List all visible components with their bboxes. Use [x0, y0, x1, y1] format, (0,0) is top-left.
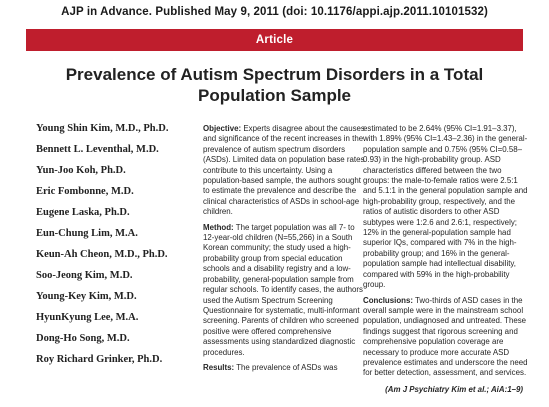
citation: (Am J Psychiatry Kim et al.; AiA:1–9): [385, 385, 523, 394]
author-name: Soo-Jeong Kim, M.D.: [36, 270, 133, 281]
title-line-2: Population Sample: [197, 86, 352, 105]
author-name: Dong-Ho Song, M.D.: [36, 333, 130, 344]
results-label: Results:: [203, 362, 235, 372]
author-list: [36, 123, 206, 375]
author-name: Eugene Laska, Ph.D.: [36, 207, 130, 218]
abstract-column-right: [363, 124, 528, 379]
article-section-banner: [26, 29, 523, 51]
section-label: Article: [255, 34, 294, 46]
results-text: The prevalence of ASDs was: [236, 362, 338, 372]
results-text-continued: estimated to be 2.64% (95% CI=1.91–3.37), with 1.89% (95% CI=1.43–2.36) in the general-population sample and 0.75% (95% CI=0.58–0.93) in the high-probability group. ASD characteristics differed between the two groups: the male-to-female ratios were 2.5:1 and 5.1:1 in the general population sample and high-probability group, respectively, and the ratios of autistic disorders to other ASD subtypes were 1:2.6 and 2.6:1, respectively; 12% in the general-population sample had superior IQs, compared with 7% in the high-probability group; and 16% in the general-population sample had intellectual disability, compared with 59% in the high-probability group.: [363, 124, 528, 290]
abstract-objective: [203, 124, 368, 218]
conclusions-text: Two-thirds of ASD cases in the overall sample were in the mainstream school population, undiagnosed and untreated. These findings suggest that rigorous screening and comprehensive population coverage are necessary to produce more accurate ASD prevalence estimates and underscore the need for better detection, assessment, and services.: [363, 295, 528, 378]
author-name: Young-Key Kim, M.D.: [36, 291, 137, 302]
title-line-1: Prevalence of Autism Spectrum Disorders in a Total: [65, 65, 484, 84]
method-text: The target population was all 7- to 12-year-old children (N=55,266) in a South Korean community; the study used a high-probability group from special education schools and a disability registry and a low-probability, general-population sample from regular schools. To identify cases, the authors used the Autism Spectrum Screening Questionnaire for systematic, multi-informant screening. Parents of children who screened positive were offered comprehensive assessments using standardized diagnostic procedures.: [203, 222, 363, 357]
abstract-results: [203, 363, 368, 373]
author-name: Eun-Chung Lim, M.A.: [36, 228, 138, 239]
author-name: Bennett L. Leventhal, M.D.: [36, 144, 159, 155]
objective-label: Objective:: [203, 124, 242, 133]
author-name: Yun-Joo Koh, Ph.D.: [36, 165, 126, 176]
conclusions-label: Conclusions:: [363, 295, 413, 305]
author-name: Roy Richard Grinker, Ph.D.: [36, 354, 163, 365]
journal-header: AJP in Advance. Published May 9, 2011 (doi: 10.1176/appi.ajp.2011.10101532): [61, 6, 488, 18]
author-name: HyunKyung Lee, M.A.: [36, 312, 139, 323]
abstract-method: [203, 223, 368, 358]
abstract-conclusions: [363, 296, 528, 379]
article-title: [20, 64, 529, 106]
method-label: Method:: [203, 222, 234, 232]
author-name: Eric Fombonne, M.D.: [36, 186, 134, 197]
abstract-column-left: [203, 124, 368, 373]
author-name: Young Shin Kim, M.D., Ph.D.: [36, 123, 169, 134]
author-name: Keun-Ah Cheon, M.D., Ph.D.: [36, 249, 168, 260]
objective-text: Experts disagree about the causes and significance of the recent increases in the prevalence of autism spectrum disorders (ASDs). Limited data on population base rates contribute to this uncertainty. Using a population-based sample, the authors sought to estimate the prevalence and describe the clinical characteristics of ASDs in school-age children.: [203, 124, 365, 217]
